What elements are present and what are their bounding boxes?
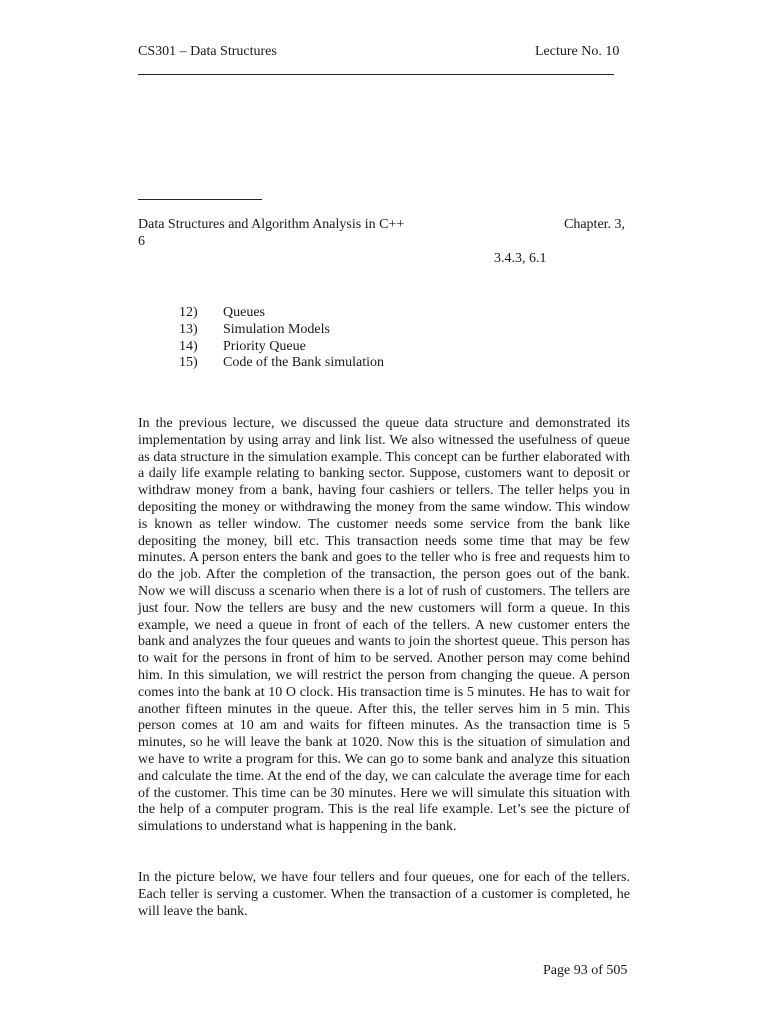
summary-item-text: Code of the Bank simulation: [223, 355, 384, 371]
summary-item: [179, 305, 384, 322]
summary-item-number: 13): [179, 321, 198, 337]
reference-chapter: Chapter. 3,: [564, 217, 626, 232]
summary-item: [179, 339, 384, 356]
lecture-number: Lecture No. 10: [535, 44, 620, 59]
course-title: CS301 – Data Structures: [138, 44, 277, 59]
reference-chapter-continued: 6: [138, 234, 145, 249]
reference-book-title: Data Structures and Algorithm Analysis in C++: [138, 217, 405, 232]
summary-item: [179, 322, 384, 339]
page-number: Page 93 of 505: [543, 963, 628, 978]
lecture-summary-list: [179, 305, 384, 372]
summary-item: [179, 355, 384, 372]
body-paragraph: In the picture below, we have four tellers and four queues, one for each of the tellers. Each teller is serving a customer. When the transaction of a customer is completed, he will leave the bank.: [138, 870, 630, 919]
header-divider: [138, 74, 614, 75]
body-paragraph: In the previous lecture, we discussed the queue data structure and demonstrated its implementation by using array and link list. We also witnessed the usefulness of queue as data structure in the simulation example. This concept can be further elaborated with a daily life example relating to banking sector. Suppose, customers want to deposit or withdraw money from a bank, having four cashiers or tellers. The teller helps you in depositing the money or withdrawing the money from the same window. This window is known as teller window. The customer needs some service from the bank like depositing the money, bill etc. This transaction needs some time that may be few minutes. A person enters the bank and goes to the teller who is free and requests him to do the job. After the completion of the transaction, the person goes out of the bank. Now we will discuss a scenario when there is a lot of rush of customers. The tellers are just four. Now the tellers are busy and the new customers will form a queue. In this example, we need a queue in front of each of the tellers. A new customer enters the bank and analyzes the four queues and wants to join the shortest queue. This person has to wait for the persons in front of him to be served. Another person may come behind him. In this simulation, we will restrict the person from changing the queue. A person comes into the bank at 10 O clock. His transaction time is 5 minutes. He has to wait for another fifteen minutes in the queue. After this, the teller serves him in 5 min. This person comes at 10 am and waits for fifteen minutes. As the transaction time is 5 minutes, so he will leave the bank at 1020. Now this is the situation of simulation and we have to write a program for this. We can go to some bank and analyze this situation and calculate the time. At the end of the day, we can calculate the average time for each of the customer. This time can be 30 minutes. Here we will simulate this situation with the help of a computer program. This is the real life example. Let’s see the picture of simulations to understand what is happening in the bank.: [138, 416, 630, 835]
summary-item-text: Queues: [223, 305, 265, 320]
reference-divider: [138, 199, 262, 200]
reference-sections: 3.4.3, 6.1: [494, 251, 547, 266]
summary-item-number: 14): [179, 338, 198, 354]
summary-item-number: 12): [179, 305, 198, 320]
summary-item-number: 15): [179, 355, 198, 371]
summary-item-text: Simulation Models: [223, 321, 330, 337]
summary-item-text: Priority Queue: [223, 338, 306, 354]
